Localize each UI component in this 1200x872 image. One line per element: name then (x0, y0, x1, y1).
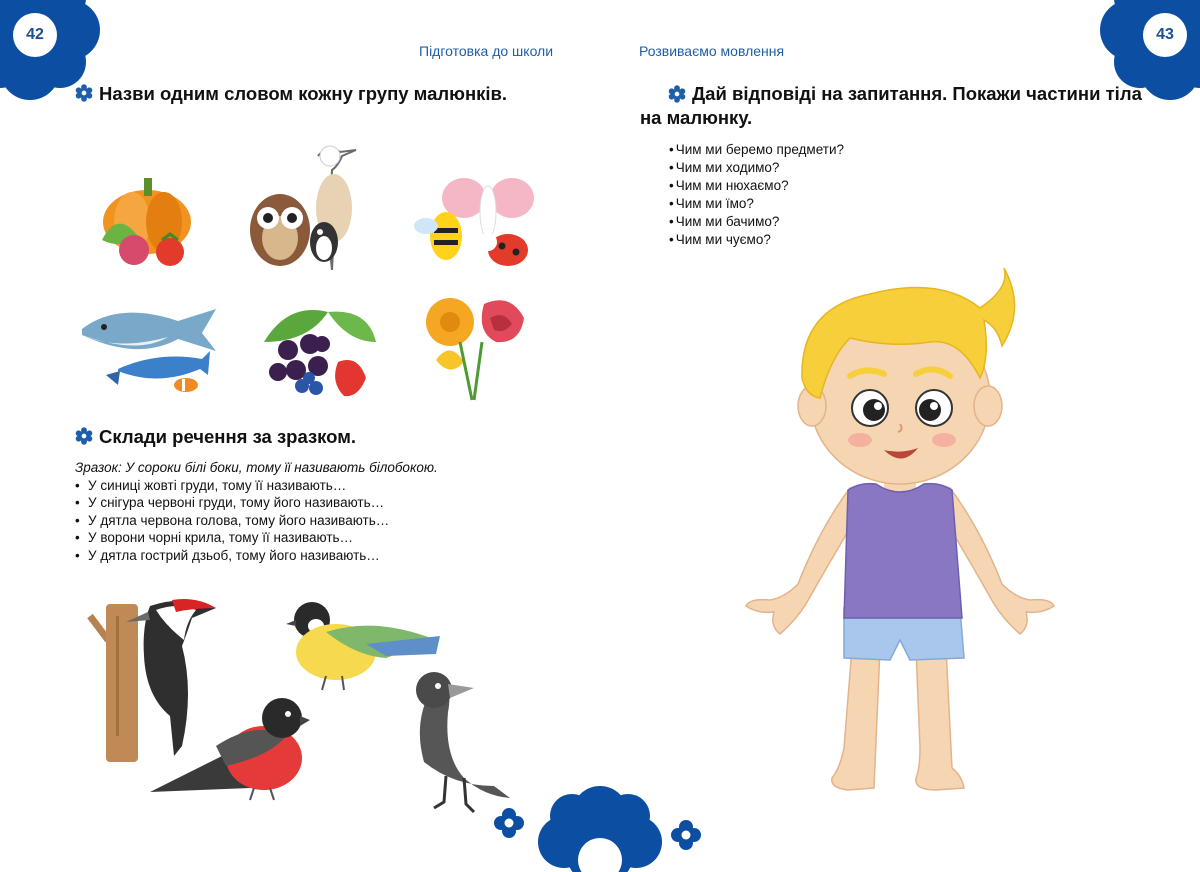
question-item: • Чим ми ходимо? (669, 159, 844, 177)
sentence-item: • У снігура червоні груди, тому його називають… (75, 494, 555, 512)
question-item: • Чим ми чуємо? (669, 231, 844, 249)
question-item: • Чим ми нюхаємо? (669, 177, 844, 195)
task2-heading (75, 425, 356, 449)
right-task-heading-line2: на малюнку. (640, 107, 753, 128)
sentence-item: • У дятла червона голова, тому його називають… (75, 512, 555, 530)
question-list (669, 141, 844, 249)
running-title-right: Розвиваємо мовлення (639, 43, 785, 59)
right-task-heading-line1: Дай відповіді на запитання. Покажи частини тіла (692, 83, 1142, 104)
running-title-left: Підготовка до школи (419, 43, 554, 59)
page-number-left: 42 (13, 13, 57, 57)
flower-bottom-icon (540, 782, 660, 872)
berries-image (258, 302, 382, 402)
sentence-list (75, 459, 555, 564)
crow-image (394, 666, 514, 814)
question-item: • Чим ми бачимо? (669, 213, 844, 231)
page-number-right: 43 (1143, 13, 1187, 57)
task1-heading (75, 82, 507, 106)
example-sentence: Зразок: У сороки білі боки, тому її називають білобокою. (75, 460, 438, 475)
sentence-item: • У ворони чорні крила, тому її називають… (75, 529, 555, 547)
bullfinch-image (146, 696, 310, 802)
birds-group-image (246, 138, 366, 270)
question-item: • Чим ми беремо предмети? (669, 141, 844, 159)
flowers-image (420, 292, 530, 404)
right-task-heading (640, 82, 1160, 130)
sentence-item: • У дятла гострий дзьоб, тому його називають… (75, 547, 555, 565)
question-item: • Чим ми їмо? (669, 195, 844, 213)
sentence-item: • У синиці жовті груди, тому її називають… (75, 477, 555, 495)
boy-illustration (740, 268, 1060, 808)
task2-heading-text: Склади речення за зразком. (99, 426, 357, 447)
task1-heading-text: Назви одним словом кожну групу малюнків. (99, 83, 508, 104)
insects-image (412, 168, 537, 273)
fish-image (78, 295, 220, 400)
small-flower-icon (671, 820, 701, 850)
gear-bullet-icon (668, 85, 686, 103)
gear-bullet-icon (75, 427, 93, 445)
gear-bullet-icon (75, 84, 93, 102)
vegetables-image (92, 170, 202, 270)
